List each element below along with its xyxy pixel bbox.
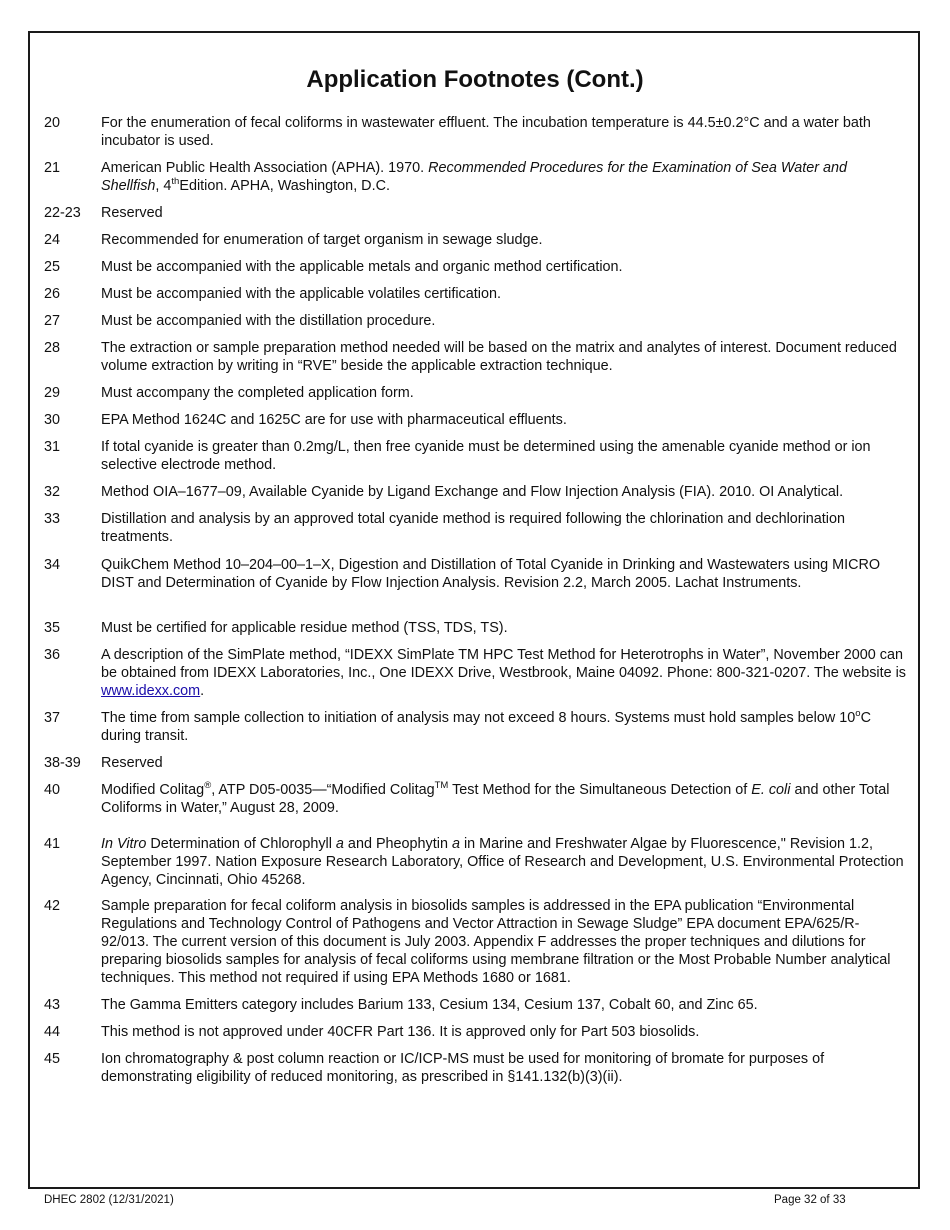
footnote-text bbox=[101, 754, 906, 772]
footnote-text bbox=[101, 996, 906, 1014]
footnote-text bbox=[101, 159, 906, 195]
footnote-number: 31 bbox=[44, 439, 61, 455]
footnote-text bbox=[101, 1050, 906, 1086]
text-run: Edition. APHA, Washington, D.C. bbox=[179, 178, 390, 194]
text-run: Recommended for enumeration of target organism in sewage sludge. bbox=[101, 232, 543, 248]
footnote-number: 33 bbox=[44, 511, 61, 527]
footnote-text bbox=[101, 438, 906, 474]
footnote-number: 20 bbox=[44, 115, 61, 131]
website-link[interactable]: www.idexx.com bbox=[101, 683, 201, 699]
text-run: and other Total Coliforms in Water,” August 28, 2009. bbox=[101, 782, 890, 816]
text-run: Modified Colitag bbox=[101, 782, 205, 798]
italic-text: In Vitro bbox=[101, 836, 147, 852]
footnote-number: 34 bbox=[44, 557, 61, 573]
footnote-number: 28 bbox=[44, 340, 61, 356]
footnote-number: 27 bbox=[44, 313, 61, 329]
footnote-number: 44 bbox=[44, 1024, 61, 1040]
footnote-number: 35 bbox=[44, 620, 61, 636]
text-run: in Marine and Freshwater Algae by Fluorescence," Revision 1.2, September 1997. Nation Exposure Research Laboratory, Office of Research and Development, U.S. Environmental Protection Agency, Cincinnati, Ohio 45268. bbox=[101, 836, 904, 888]
text-run: , 4 bbox=[155, 178, 172, 194]
text-run: The time from sample collection to initiation of analysis may not exceed 8 hours. Systems must hold samples below 10 bbox=[101, 710, 856, 726]
footnote-number: 41 bbox=[44, 836, 61, 852]
footnote-text bbox=[101, 781, 906, 817]
text-run: Sample preparation for fecal coliform analysis in biosolids samples is addressed in the EPA publication “Environmental Regulations and Technology Control of Pathogens and Vector Attraction in Sewage Sludge” EPA document EPA/625/R-92/013. The current version of this document is July 2003. Appendix F addresses the proper techniques and dilutions for preparing biosolids samples for analysis of fecal coliforms using membrane filtration or the Most Probable Number analytical techniques. This method not required if using EPA Methods 1680 or 1681. bbox=[101, 898, 891, 986]
text-run: , ATP D05-0035—“Modified Colitag bbox=[211, 782, 435, 798]
text-run: Ion chromatography & post column reaction or IC/ICP-MS must be used for monitoring of bromate for purposes of demonstrating eligibility of reduced monitoring, as prescribed in §141.132(b)(3)(ii). bbox=[101, 1051, 825, 1085]
footnote-number: 25 bbox=[44, 259, 61, 275]
superscript: ® bbox=[204, 780, 212, 792]
footnote-text bbox=[101, 339, 906, 375]
superscript: o bbox=[855, 708, 861, 720]
footnote-number: 45 bbox=[44, 1051, 61, 1067]
text-run: QuikChem Method 10–204–00–1–X, Digestion and Distillation of Total Cyanide in Drinking and Wastewaters using MICRO DIST and Determination of Cyanide by Flow Injection Analysis. Revision 2.2, March 2005. Lachat Instruments. bbox=[101, 557, 881, 591]
footnote-number: 22-23 bbox=[44, 205, 81, 221]
footnote-number: 24 bbox=[44, 232, 61, 248]
footnote-number: 21 bbox=[44, 160, 61, 176]
footnote-number: 29 bbox=[44, 385, 61, 401]
text-run: Must be accompanied with the applicable volatiles certification. bbox=[101, 286, 501, 302]
text-run: If total cyanide is greater than 0.2mg/L, then free cyanide must be determined using the amenable cyanide method or ion selective electrode method. bbox=[101, 439, 871, 473]
footnote-number: 30 bbox=[44, 412, 61, 428]
page-title: Application Footnotes (Cont.) bbox=[306, 66, 644, 93]
footnote-text bbox=[101, 411, 906, 429]
footnote-text bbox=[101, 510, 906, 546]
text-run: Reserved bbox=[101, 755, 163, 771]
text-run: C during transit. bbox=[101, 710, 871, 744]
footnote-number: 36 bbox=[44, 647, 61, 663]
text-run: Must accompany the completed application form. bbox=[101, 385, 414, 401]
text-run: . bbox=[200, 683, 205, 699]
footnote-text bbox=[101, 835, 906, 889]
footnote-text bbox=[101, 646, 906, 700]
form-id: DHEC 2802 (12/31/2021) bbox=[44, 1194, 174, 1206]
footnote-number: 38-39 bbox=[44, 755, 81, 771]
text-run: The extraction or sample preparation method needed will be based on the matrix and analytes of interest. Document reduced volume extraction by writing in “RVE” beside the applicable extraction technique. bbox=[101, 340, 897, 374]
text-run: Must be accompanied with the applicable metals and organic method certification. bbox=[101, 259, 623, 275]
footnote-number: 42 bbox=[44, 898, 61, 914]
page-number: Page 32 of 33 bbox=[774, 1194, 846, 1206]
superscript: th bbox=[171, 176, 180, 188]
text-run: Must be accompanied with the distillation procedure. bbox=[101, 313, 436, 329]
footnote-number: 32 bbox=[44, 484, 61, 500]
text-run: Distillation and analysis by an approved total cyanide method is required following the chlorination and dechlorination treatments. bbox=[101, 511, 845, 545]
footnote-number: 37 bbox=[44, 710, 61, 726]
italic-text: a bbox=[451, 836, 460, 852]
footnote-text bbox=[101, 231, 906, 249]
text-run: Method OIA–1677–09, Available Cyanide by Ligand Exchange and Flow Injection Analysis (FIA). 2010. OI Analytical. bbox=[101, 484, 844, 500]
footnote-text bbox=[101, 556, 906, 592]
superscript: TM bbox=[434, 780, 449, 792]
text-run: Determination of Chlorophyll bbox=[146, 836, 336, 852]
text-run: Test Method for the Simultaneous Detection of bbox=[448, 782, 752, 798]
text-run: For the enumeration of fecal coliforms in wastewater effluent. The incubation temperature is 44.5±0.2°C and a water bath incubator is used. bbox=[101, 115, 871, 149]
italic-text: a bbox=[335, 836, 344, 852]
text-run: and Pheophytin bbox=[343, 836, 452, 852]
text-run: EPA Method 1624C and 1625C are for use with pharmaceutical effluents. bbox=[101, 412, 567, 428]
footnote-text bbox=[101, 619, 906, 637]
footnote-text bbox=[101, 709, 906, 745]
text-run: Reserved bbox=[101, 205, 163, 221]
text-run: This method is not approved under 40CFR Part 136. It is approved only for Part 503 biosolids. bbox=[101, 1024, 700, 1040]
footnote-text bbox=[101, 312, 906, 330]
text-run: American Public Health Association (APHA). 1970. bbox=[101, 160, 429, 176]
text-run: Must be certified for applicable residue method (TSS, TDS, TS). bbox=[101, 620, 508, 636]
italic-text: E. coli bbox=[751, 782, 791, 798]
footnote-number: 40 bbox=[44, 782, 61, 798]
text-run: A description of the SimPlate method, “IDEXX SimPlate TM HPC Test Method for Heterotrophs in Water”, November 2000 can be obtained from IDEXX Laboratories, Inc., One IDEXX Drive, Westbrook, Maine 04092. Phone: 800-321-0207. The website is bbox=[101, 647, 906, 681]
footnote-text bbox=[101, 1023, 906, 1041]
footnote-text bbox=[101, 114, 906, 150]
footnote-text bbox=[101, 897, 906, 987]
footnote-text bbox=[101, 483, 906, 501]
footnote-number: 26 bbox=[44, 286, 61, 302]
footnote-text bbox=[101, 204, 906, 222]
footnote-number: 43 bbox=[44, 997, 61, 1013]
footnote-text bbox=[101, 258, 906, 276]
text-run: The Gamma Emitters category includes Barium 133, Cesium 134, Cesium 137, Cobalt 60, and Zinc 65. bbox=[101, 997, 758, 1013]
footnote-text bbox=[101, 285, 906, 303]
footnote-text bbox=[101, 384, 906, 402]
italic-text: Recommended Procedures for the Examination of Sea Water and Shellfish bbox=[101, 160, 848, 194]
